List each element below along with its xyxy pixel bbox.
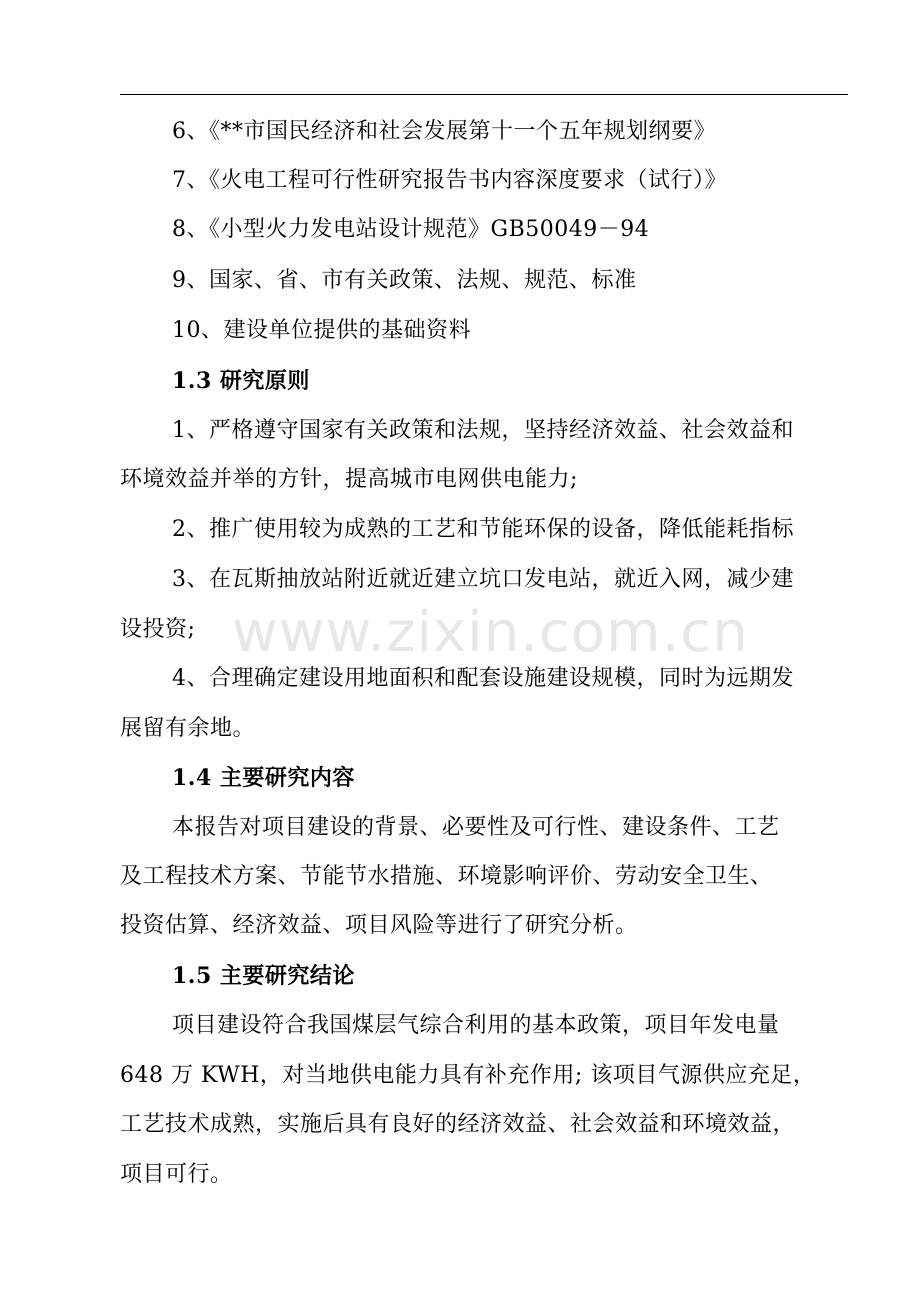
- section-heading: 1.4 主要研究内容: [172, 765, 355, 791]
- paragraph-line: 4、合理确定建设用地面积和配套设施建设规模，同时为远期发: [172, 666, 794, 691]
- watermark: www.zixin.com.cn: [232, 600, 749, 665]
- reference-item: 10、建设单位提供的基础资料: [172, 318, 471, 343]
- paragraph-line: 展留有余地。: [120, 716, 256, 741]
- paragraph-line: 2、推广使用较为成熟的工艺和节能环保的设备，降低能耗指标: [172, 517, 794, 542]
- paragraph-line: 环境效益并举的方针，提高城市电网供电能力;: [120, 467, 578, 492]
- reference-item: 7、《火电工程可行性研究报告书内容深度要求（试行）》: [172, 168, 727, 193]
- paragraph-line: 3、在瓦斯抽放站附近就近建立坑口发电站，就近入网，减少建: [172, 567, 794, 592]
- paragraph-line: 投资估算、经济效益、项目风险等进行了研究分析。: [120, 913, 638, 938]
- paragraph-line: 工艺技术成熟，实施后具有良好的经济效益、社会效益和环境效益，: [120, 1112, 796, 1137]
- reference-item: 9、国家、省、市有关政策、法规、规范、标准: [172, 268, 637, 293]
- section-heading: 1.5 主要研究结论: [172, 963, 355, 989]
- header-rule: [120, 94, 848, 95]
- reference-item: 6、《**市国民经济和社会发展第十一个五年规划纲要》: [172, 119, 716, 144]
- paragraph-line: 及工程技术方案、节能节水措施、环境影响评价、劳动安全卫生、: [120, 864, 773, 889]
- paragraph-line: 项目建设符合我国煤层气综合利用的基本政策，项目年发电量: [172, 1013, 780, 1038]
- paragraph-line: 项目可行。: [120, 1162, 233, 1187]
- paragraph-line: 1、严格遵守国家有关政策和法规，坚持经济效益、社会效益和: [172, 418, 794, 443]
- paragraph-line: 设投资;: [120, 617, 196, 642]
- reference-item: 8、《小型火力发电站设计规范》GB50049－94: [172, 217, 650, 242]
- paragraph-line: 本报告对项目建设的背景、必要性及可行性、建设条件、工艺: [172, 815, 780, 840]
- section-heading: 1.3 研究原则: [172, 368, 310, 394]
- paragraph-line: 648 万 KWH，对当地供电能力具有补充作用; 该项目气源供应充足，: [120, 1063, 816, 1088]
